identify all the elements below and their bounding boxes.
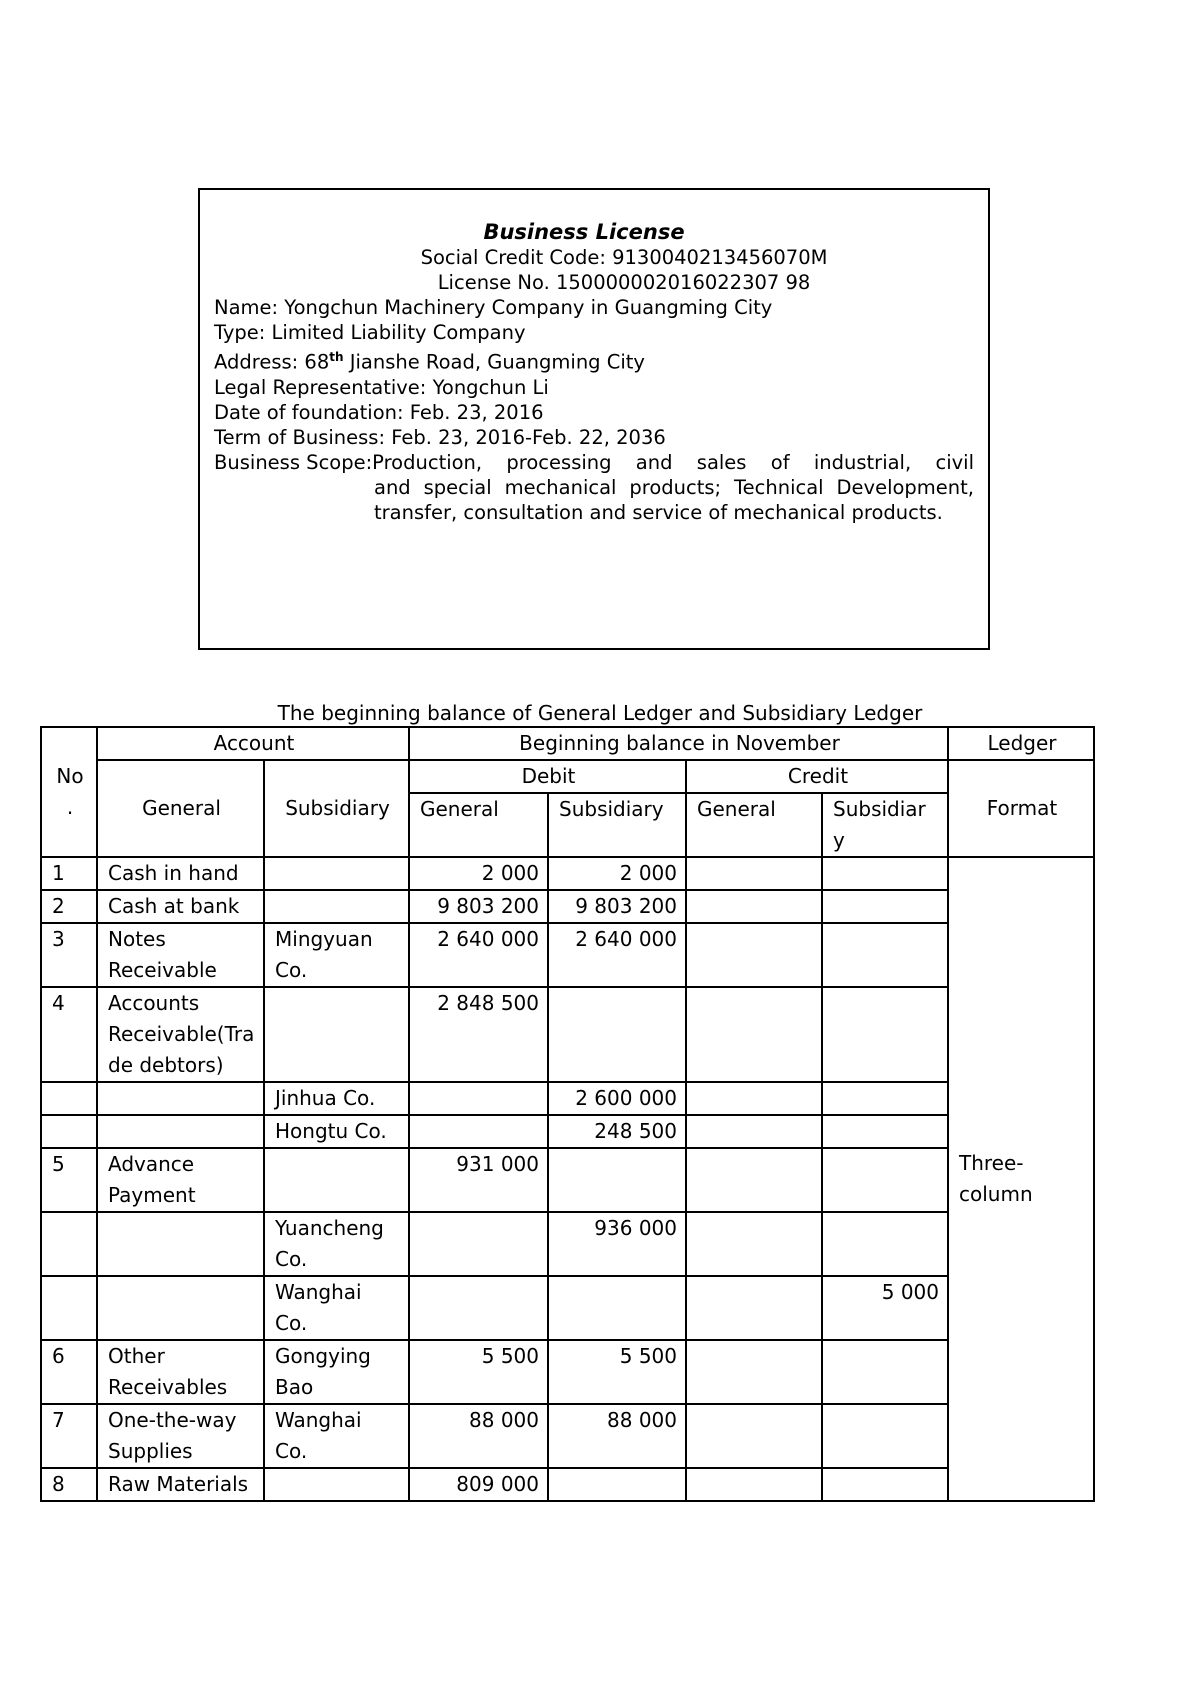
- table-title: The beginning balance of General Ledger and Subsidiary Ledger: [277, 701, 923, 725]
- row-subsidiary-account: Wanghai Co.: [264, 1404, 409, 1468]
- header-credit-general: General: [686, 793, 822, 857]
- row-debit-subsidiary: [548, 1468, 686, 1501]
- scope-label: Business Scope:: [214, 450, 373, 474]
- company-type: Type: Limited Liability Company: [214, 321, 526, 344]
- ledger-table-wrap: [40, 726, 1095, 1502]
- term-of-business: Term of Business: Feb. 23, 2016-Feb. 22, 2036: [214, 425, 666, 449]
- row-credit-subsidiary: [822, 1340, 948, 1404]
- table-row: [41, 1148, 1094, 1212]
- header-row-2: [41, 760, 1094, 793]
- row-no: [41, 1115, 97, 1148]
- row-credit-subsidiary: [822, 890, 948, 923]
- row-credit-general: [686, 1212, 822, 1276]
- row-no: [41, 1276, 97, 1340]
- row-debit-subsidiary: 88 000: [548, 1404, 686, 1468]
- header-row-1: [41, 727, 1094, 760]
- row-debit-general: [409, 1212, 548, 1276]
- row-subsidiary-account: Yuancheng Co.: [264, 1212, 409, 1276]
- table-row: [41, 1082, 1094, 1115]
- row-credit-general: [686, 890, 822, 923]
- table-row: [41, 857, 1094, 890]
- row-subsidiary-account: [264, 857, 409, 890]
- row-debit-general: [409, 1276, 548, 1340]
- row-debit-general: 5 500: [409, 1340, 548, 1404]
- row-no: 3: [41, 923, 97, 987]
- row-debit-subsidiary: [548, 987, 686, 1082]
- address-prefix: Address: 68: [214, 350, 330, 374]
- header-ledger: Ledger: [948, 727, 1094, 760]
- row-general-account: Accounts Receivable(Trade debtors): [97, 987, 264, 1082]
- row-subsidiary-account: [264, 987, 409, 1082]
- row-no: 6: [41, 1340, 97, 1404]
- row-debit-general: 931 000: [409, 1148, 548, 1212]
- row-credit-subsidiary: [822, 1082, 948, 1115]
- header-account: Account: [97, 727, 409, 760]
- row-no: [41, 1082, 97, 1115]
- header-subsidiary: Subsidiary: [264, 760, 409, 857]
- row-debit-general: [409, 1115, 548, 1148]
- row-debit-general: 2 640 000: [409, 923, 548, 987]
- row-credit-subsidiary: [822, 1148, 948, 1212]
- row-credit-subsidiary: [822, 1468, 948, 1501]
- row-debit-subsidiary: [548, 1276, 686, 1340]
- row-subsidiary-account: Mingyuan Co.: [264, 923, 409, 987]
- row-general-account: One-the-way Supplies: [97, 1404, 264, 1468]
- row-general-account: [97, 1276, 264, 1340]
- company-name: Name: Yongchun Machinery Company in Guangming City: [214, 296, 773, 319]
- row-subsidiary-account: Jinhua Co.: [264, 1082, 409, 1115]
- ledger-table: [40, 726, 1095, 1502]
- row-credit-subsidiary: [822, 923, 948, 987]
- row-debit-subsidiary: 248 500: [548, 1115, 686, 1148]
- row-debit-subsidiary: 936 000: [548, 1212, 686, 1276]
- row-debit-general: 88 000: [409, 1404, 548, 1468]
- row-no: 1: [41, 857, 97, 890]
- row-general-account: Cash in hand: [97, 857, 264, 890]
- table-row: [41, 1276, 1094, 1340]
- table-row: [41, 987, 1094, 1082]
- row-general-account: Notes Receivable: [97, 923, 264, 987]
- row-debit-general: [409, 1082, 548, 1115]
- header-general: General: [97, 760, 264, 857]
- row-general-account: Cash at bank: [97, 890, 264, 923]
- row-credit-general: [686, 923, 822, 987]
- legal-representative: Legal Representative: Yongchun Li: [214, 375, 549, 399]
- row-general-account: Raw Materials: [97, 1468, 264, 1501]
- row-credit-general: [686, 857, 822, 890]
- row-subsidiary-account: Gongying Bao: [264, 1340, 409, 1404]
- business-scope: [214, 450, 974, 475]
- table-row: [41, 1468, 1094, 1501]
- row-general-account: Advance Payment: [97, 1148, 264, 1212]
- row-no: 2: [41, 890, 97, 923]
- row-credit-general: [686, 1082, 822, 1115]
- table-row: [41, 1340, 1094, 1404]
- row-credit-subsidiary: [822, 1404, 948, 1468]
- row-credit-general: [686, 1148, 822, 1212]
- address-suffix: Jianshe Road, Guangming City: [343, 350, 645, 374]
- company-address: [214, 345, 974, 375]
- row-debit-general: 2 000: [409, 857, 548, 890]
- row-debit-subsidiary: 2 000: [548, 857, 686, 890]
- row-general-account: [97, 1115, 264, 1148]
- row-no: [41, 1212, 97, 1276]
- row-credit-general: [686, 1276, 822, 1340]
- row-debit-subsidiary: 2 600 000: [548, 1082, 686, 1115]
- row-credit-subsidiary: [822, 1115, 948, 1148]
- header-debit-general: General: [409, 793, 548, 857]
- row-debit-subsidiary: 5 500: [548, 1340, 686, 1404]
- ledger-format-value: Three-column: [948, 857, 1094, 1501]
- row-credit-general: [686, 1468, 822, 1501]
- row-general-account: Other Receivables: [97, 1340, 264, 1404]
- row-debit-subsidiary: 2 640 000: [548, 923, 686, 987]
- row-subsidiary-account: [264, 1148, 409, 1212]
- row-no: 4: [41, 987, 97, 1082]
- row-debit-general: 2 848 500: [409, 987, 548, 1082]
- row-credit-subsidiary: [822, 987, 948, 1082]
- row-debit-subsidiary: 9 803 200: [548, 890, 686, 923]
- header-credit-subsidiary: Subsidiar y: [822, 793, 948, 857]
- row-credit-subsidiary: [822, 857, 948, 890]
- scope-continuation: and special mechanical products; Technical Development, transfer, consultation and service of mechanical products.: [374, 475, 974, 524]
- row-subsidiary-account: Hongtu Co.: [264, 1115, 409, 1148]
- header-beginning-balance: Beginning balance in November: [409, 727, 948, 760]
- table-row: [41, 1212, 1094, 1276]
- social-credit-code: Social Credit Code: 9130040213456070M: [420, 246, 828, 269]
- row-no: 8: [41, 1468, 97, 1501]
- row-subsidiary-account: Wanghai Co.: [264, 1276, 409, 1340]
- table-row: [41, 923, 1094, 987]
- row-credit-general: [686, 987, 822, 1082]
- row-subsidiary-account: [264, 890, 409, 923]
- table-row: [41, 1404, 1094, 1468]
- row-general-account: [97, 1212, 264, 1276]
- header-credit: Credit: [686, 760, 948, 793]
- row-debit-general: 9 803 200: [409, 890, 548, 923]
- row-no: 7: [41, 1404, 97, 1468]
- header-format: Format: [948, 760, 1094, 857]
- scope-first-line: Production, processing and sales of industrial, civil: [372, 450, 974, 474]
- license-title: Business License: [483, 220, 685, 244]
- header-no: No .: [41, 727, 97, 857]
- row-credit-subsidiary: 5 000: [822, 1276, 948, 1340]
- row-credit-general: [686, 1404, 822, 1468]
- business-license-box: [198, 188, 990, 650]
- row-general-account: [97, 1082, 264, 1115]
- row-credit-general: [686, 1115, 822, 1148]
- table-row: [41, 890, 1094, 923]
- header-debit-subsidiary: Subsidiary: [548, 793, 686, 857]
- row-credit-general: [686, 1340, 822, 1404]
- row-debit-general: 809 000: [409, 1468, 548, 1501]
- address-superscript: th: [329, 350, 344, 364]
- row-subsidiary-account: [264, 1468, 409, 1501]
- row-debit-subsidiary: [548, 1148, 686, 1212]
- date-of-foundation: Date of foundation: Feb. 23, 2016: [214, 400, 544, 424]
- header-debit: Debit: [409, 760, 686, 793]
- row-no: 5: [41, 1148, 97, 1212]
- license-number: License No. 150000002016022307 98: [437, 271, 811, 294]
- row-credit-subsidiary: [822, 1212, 948, 1276]
- table-row: [41, 1115, 1094, 1148]
